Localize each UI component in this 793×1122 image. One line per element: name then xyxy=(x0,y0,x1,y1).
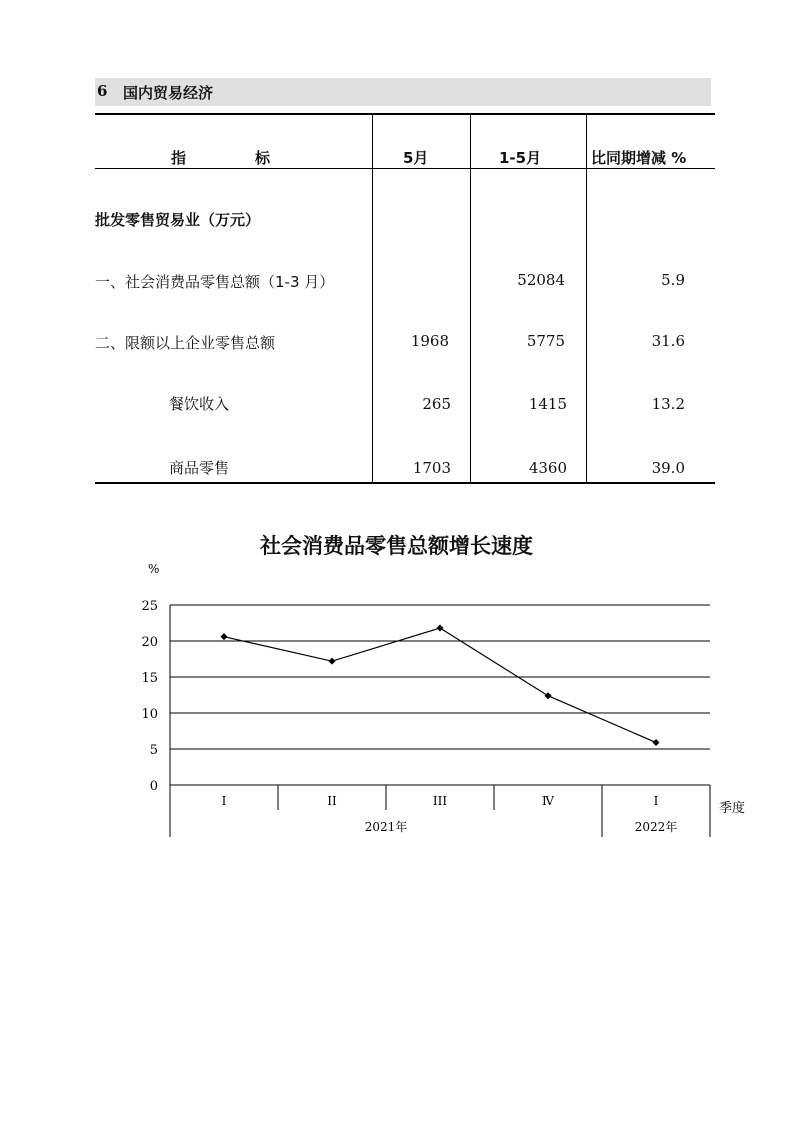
y-tick-label-5: 25 xyxy=(141,599,158,614)
y-axis-label: % xyxy=(148,562,160,576)
group-label-1: 2022年 xyxy=(634,820,678,834)
row-2-label: 二、限额以上企业零售总额 xyxy=(95,334,276,352)
row-4-month: 1703 xyxy=(412,459,451,477)
header-ytd: 1-5月 xyxy=(499,149,542,167)
row-4-label: 商品零售 xyxy=(169,459,230,477)
row-1-label: 一、社会消费品零售总额（1-3 月） xyxy=(95,273,335,291)
data-point-4 xyxy=(653,739,660,746)
header-indicator-a: 指 xyxy=(171,149,187,167)
x-tick-label-2: III xyxy=(432,794,448,808)
row-3-yoy: 13.2 xyxy=(651,395,685,413)
row-3-ytd: 1415 xyxy=(528,395,567,413)
row-2-ytd: 5775 xyxy=(526,332,565,350)
x-tick-label-1: II xyxy=(327,794,337,808)
x-axis-label: 季度 xyxy=(719,801,746,816)
x-tick-label-0: I xyxy=(221,794,227,808)
x-tick-label-4: I xyxy=(653,794,659,808)
row-4-ytd: 4360 xyxy=(528,459,567,477)
header-yoy: 比同期增减 % xyxy=(591,149,687,167)
data-point-1 xyxy=(329,658,336,665)
y-tick-label-3: 15 xyxy=(141,671,158,686)
data-point-3 xyxy=(545,692,552,699)
row-2-yoy: 31.6 xyxy=(651,332,685,350)
x-tick-label-3: Ⅳ xyxy=(542,794,554,808)
row-4-yoy: 39.0 xyxy=(651,459,685,477)
row-3-label: 餐饮收入 xyxy=(169,395,230,413)
header-month: 5月 xyxy=(403,149,429,167)
y-tick-label-1: 5 xyxy=(149,743,158,758)
category-label: 批发零售贸易业（万元） xyxy=(95,211,261,229)
data-point-0 xyxy=(221,633,228,640)
row-2-month: 1968 xyxy=(410,332,449,350)
chart-title: 社会消费品零售总额增长速度 xyxy=(260,534,533,558)
row-1-ytd: 52084 xyxy=(517,271,565,289)
row-3-month: 265 xyxy=(422,395,451,413)
group-label-0: 2021年 xyxy=(364,820,408,834)
section-number: 6 xyxy=(97,82,108,100)
section-title: 国内贸易经济 xyxy=(123,84,214,102)
series-line xyxy=(224,628,656,742)
header-indicator-b: 标 xyxy=(255,149,271,167)
y-tick-label-4: 20 xyxy=(141,635,158,650)
y-tick-label-0: 0 xyxy=(149,779,158,794)
data-point-2 xyxy=(437,625,444,632)
y-tick-label-2: 10 xyxy=(141,707,158,722)
row-1-yoy: 5.9 xyxy=(661,271,685,289)
